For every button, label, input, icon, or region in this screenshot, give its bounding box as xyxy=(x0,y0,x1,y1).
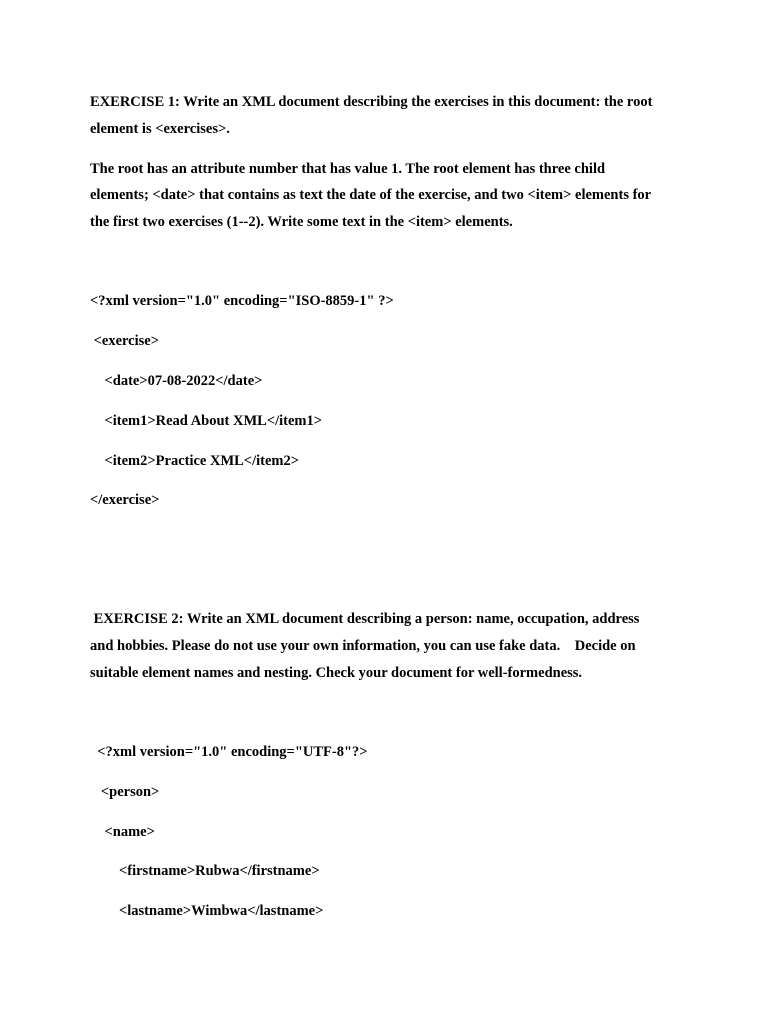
exercise1-code-line: <item1>Read About XML</item1> xyxy=(90,413,322,429)
exercise2-prompt-line3: suitable element names and nesting. Check your document for well-formedness. xyxy=(90,665,583,681)
exercise1-code-line: <date>07-08-2022</date> xyxy=(90,373,263,389)
exercise2-code-line: <person> xyxy=(90,784,160,800)
exercise2-prompt-line2: and hobbies. Please do not use your own information, you can use fake data. Decide on xyxy=(90,638,636,654)
exercise1-code-line: </exercise> xyxy=(90,492,160,508)
exercise2-code-line: <firstname>Rubwa</firstname> xyxy=(90,863,320,879)
exercise2-code-line: <lastname>Wimbwa</lastname> xyxy=(90,903,324,919)
exercise2-code-line: <?xml version="1.0" encoding="UTF-8"?> xyxy=(90,744,368,760)
exercise1-desc-line1: The root has an attribute number that has value 1. The root element has three child xyxy=(90,161,606,177)
exercise1-prompt-line1: EXERCISE 1: Write an XML document describing the exercises in this document: the root xyxy=(90,94,653,110)
exercise1-code-line: <exercise> xyxy=(90,333,159,349)
exercise2-prompt-line1: EXERCISE 2: Write an XML document describing a person: name, occupation, address xyxy=(90,611,640,627)
exercise2-code-line: <name> xyxy=(90,824,155,840)
exercise1-code-line: <?xml version="1.0" encoding="ISO-8859-1" ?> xyxy=(90,293,394,309)
exercise1-code-line: <item2>Practice XML</item2> xyxy=(90,453,299,469)
exercise1-desc-line2: elements; <date> that contains as text the date of the exercise, and two <item> elements for xyxy=(90,187,652,203)
exercise1-prompt-line2: element is <exercises>. xyxy=(90,121,230,137)
exercise1-desc-line3: the first two exercises (1--2). Write some text in the <item> elements. xyxy=(90,214,513,230)
